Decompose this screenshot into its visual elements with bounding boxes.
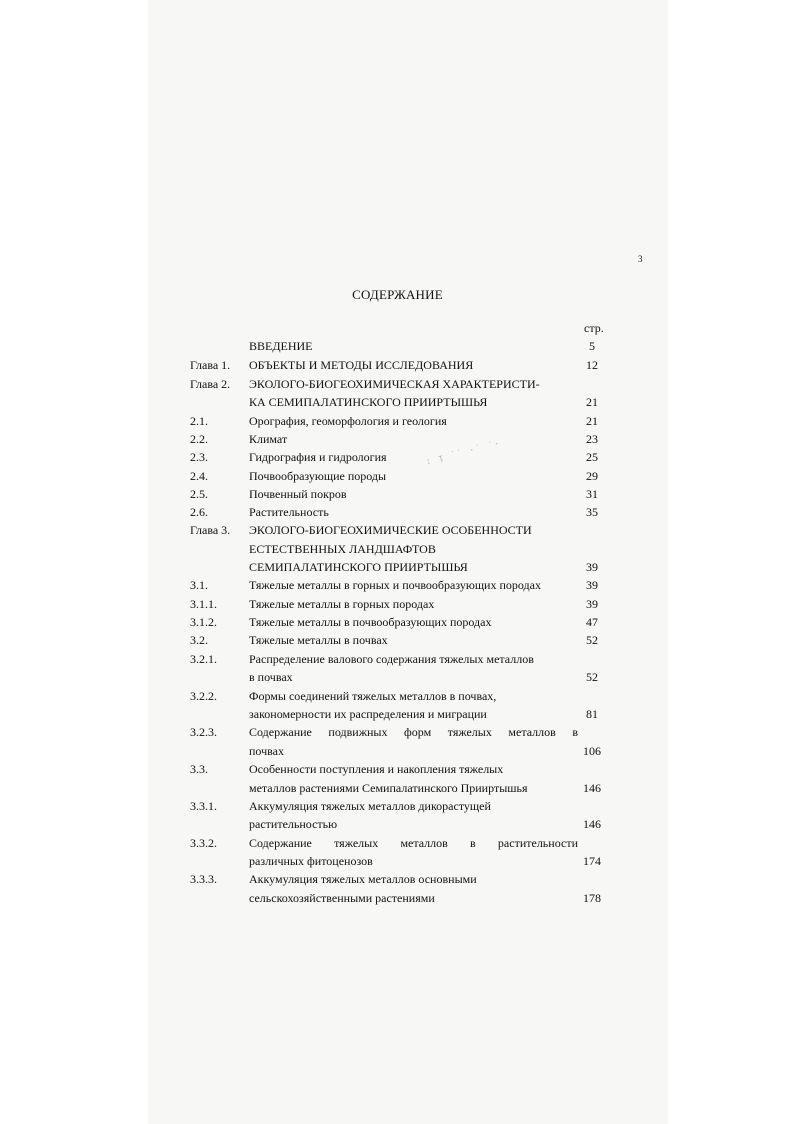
- toc-entry: [0, 815, 795, 833]
- toc-entry-page: 39: [586, 560, 598, 574]
- toc-entry: [0, 485, 795, 503]
- toc-entry: [0, 558, 795, 576]
- page-number: 3: [638, 254, 643, 264]
- toc-entry-number: 3.3.2.: [190, 836, 217, 850]
- toc-entry-title: Тяжелые металлы в почвообразующих породах: [249, 615, 492, 629]
- toc-entry-number: 3.1.: [190, 578, 208, 592]
- toc-entry-title: ЭКОЛОГО-БИОГЕОХИМИЧЕСКИЕ ОСОБЕННОСТИ: [249, 523, 532, 537]
- toc-entry-title: Климат: [249, 432, 288, 446]
- toc-entry-page: 39: [586, 578, 598, 592]
- toc-entry-number: 3.2.1.: [190, 652, 217, 666]
- toc-entry-title: металлов растениями Семипалатинского Прииртышья: [249, 781, 528, 795]
- toc-entry-number: 2.6.: [190, 505, 208, 519]
- toc-entry-title: КА СЕМИПАЛАТИНСКОГО ПРИИРТЫШЬЯ: [249, 395, 488, 409]
- toc-entry-title: ОБЪЕКТЫ И МЕТОДЫ ИССЛЕДОВАНИЯ: [249, 358, 474, 372]
- toc-entry-page: 52: [586, 633, 598, 647]
- toc-entry: [0, 356, 795, 374]
- toc-entry: [0, 668, 795, 686]
- toc-entry-number: 2.5.: [190, 487, 208, 501]
- toc-entry-number: 3.2.2.: [190, 689, 217, 703]
- toc-entry: [0, 705, 795, 723]
- toc-entry: [0, 852, 795, 870]
- toc-entry-title: Распределение валового содержания тяжелых металлов: [249, 652, 534, 666]
- toc-entry-title: Почвообразующие породы: [249, 469, 387, 483]
- toc-entry: [0, 834, 795, 852]
- toc-entry-page: 5: [589, 339, 595, 353]
- toc-entry: [0, 631, 795, 649]
- toc-entry-page: 21: [586, 395, 598, 409]
- toc-entry-number: 2.4.: [190, 469, 208, 483]
- toc-entry-page: 35: [586, 505, 598, 519]
- toc-entry: [0, 375, 795, 393]
- toc-entry: [0, 889, 795, 907]
- toc-entry: [0, 595, 795, 613]
- toc-entry: [0, 687, 795, 705]
- toc-entry-number: 3.3.3.: [190, 872, 217, 886]
- toc-entry: [0, 650, 795, 668]
- toc-entry: [0, 540, 795, 558]
- toc-entry-title: сельскохозяйственными растениями: [249, 891, 435, 905]
- toc-entry: [0, 393, 795, 411]
- toc-entry: [0, 337, 795, 355]
- toc-entry-title: различных фитоценозов: [249, 854, 373, 868]
- toc-entry-page: 146: [583, 781, 601, 795]
- toc-entry-number: Глава 2.: [190, 377, 231, 391]
- toc-entry-number: 2.1.: [190, 414, 208, 428]
- toc-entry: [0, 412, 795, 430]
- toc-entry: [0, 870, 795, 888]
- toc-entry-title: Орография, геоморфология и геология: [249, 414, 447, 428]
- toc-entry-page: 12: [586, 358, 598, 372]
- toc-entry-title: ЭКОЛОГО-БИОГЕОХИМИЧЕСКАЯ ХАРАКТЕРИСТИ-: [249, 377, 540, 391]
- toc-entry-page: 25: [586, 450, 598, 464]
- toc-entry-title: Формы соединений тяжелых металлов в почвах,: [249, 689, 497, 703]
- toc-entry: [0, 779, 795, 797]
- toc-entry-title: Содержание тяжелых металлов в растительности: [249, 836, 578, 850]
- toc-entry-title: Содержание подвижных форм тяжелых металлов в: [249, 725, 578, 739]
- toc-entry: [0, 467, 795, 485]
- toc-entry-page: 178: [583, 891, 601, 905]
- toc-entry-page: 29: [586, 469, 598, 483]
- toc-entry-page: 23: [586, 432, 598, 446]
- toc-entry: [0, 613, 795, 631]
- toc-entry-number: 3.2.: [190, 633, 208, 647]
- toc-entry-number: 2.2.: [190, 432, 208, 446]
- toc-entry-title: Растительность: [249, 505, 329, 519]
- toc-entry-title: Тяжелые металлы в горных породах: [249, 597, 435, 611]
- toc-entry-page: 146: [583, 817, 601, 831]
- toc-entry-title: почвах: [249, 744, 284, 758]
- toc-entry-title: Почвенный покров: [249, 487, 347, 501]
- toc-entry-page: 31: [586, 487, 598, 501]
- toc-entry-page: 174: [583, 854, 601, 868]
- toc-entry-page: 39: [586, 597, 598, 611]
- toc-entry-title: закономерности их распределения и миграции: [249, 707, 487, 721]
- toc-entry-title: Особенности поступления и накопления тяжелых: [249, 762, 504, 776]
- toc-entry: [0, 521, 795, 539]
- toc-entry: [0, 797, 795, 815]
- toc-entry-title: Аккумуляция тяжелых металлов дикорастущей: [249, 799, 491, 813]
- toc-entry-page: 106: [583, 744, 601, 758]
- library-stamp: : ᴉ ˙˙ ·˙ ˙·: [424, 439, 502, 468]
- toc-entry-page: 81: [586, 707, 598, 721]
- toc-entry: [0, 760, 795, 778]
- page-title: СОДЕРЖАНИЕ: [352, 287, 443, 302]
- toc-entry-page: 47: [586, 615, 598, 629]
- toc-entry-number: 3.2.3.: [190, 725, 217, 739]
- toc-entry-page: 21: [586, 414, 598, 428]
- toc-entry-title: Тяжелые металлы в почвах: [249, 633, 388, 647]
- toc-entry: [0, 723, 795, 741]
- toc-entry-number: 3.1.1.: [190, 597, 217, 611]
- toc-entry-number: Глава 1.: [190, 358, 231, 372]
- toc-entry-number: 3.3.1.: [190, 799, 217, 813]
- page-column-header: стр.: [584, 321, 604, 335]
- toc-entry-title: Гидрография и гидрология: [249, 450, 387, 464]
- toc-entry: [0, 503, 795, 521]
- toc-entry-number: 2.3.: [190, 450, 208, 464]
- toc-entry-title: ЕСТЕСТВЕННЫХ ЛАНДШАФТОВ: [249, 542, 436, 556]
- toc-entry: [0, 430, 795, 448]
- toc-entry-number: 3.3.: [190, 762, 208, 776]
- toc-entry-number: Глава 3.: [190, 523, 231, 537]
- toc-entry-title: ВВЕДЕНИЕ: [249, 339, 313, 353]
- toc-entry-title: Аккумуляция тяжелых металлов основными: [249, 872, 477, 886]
- toc-entry-number: 3.1.2.: [190, 615, 217, 629]
- toc-entry-title: растительностью: [249, 817, 338, 831]
- toc-entry-title: СЕМИПАЛАТИНСКОГО ПРИИРТЫШЬЯ: [249, 560, 468, 574]
- toc-entry: [0, 448, 795, 466]
- toc-entry: [0, 576, 795, 594]
- toc-entry-title: Тяжелые металлы в горных и почвообразующих породах: [249, 578, 541, 592]
- toc-entry: [0, 742, 795, 760]
- toc-entry-page: 52: [586, 670, 598, 684]
- toc-entry-title: в почвах: [249, 670, 293, 684]
